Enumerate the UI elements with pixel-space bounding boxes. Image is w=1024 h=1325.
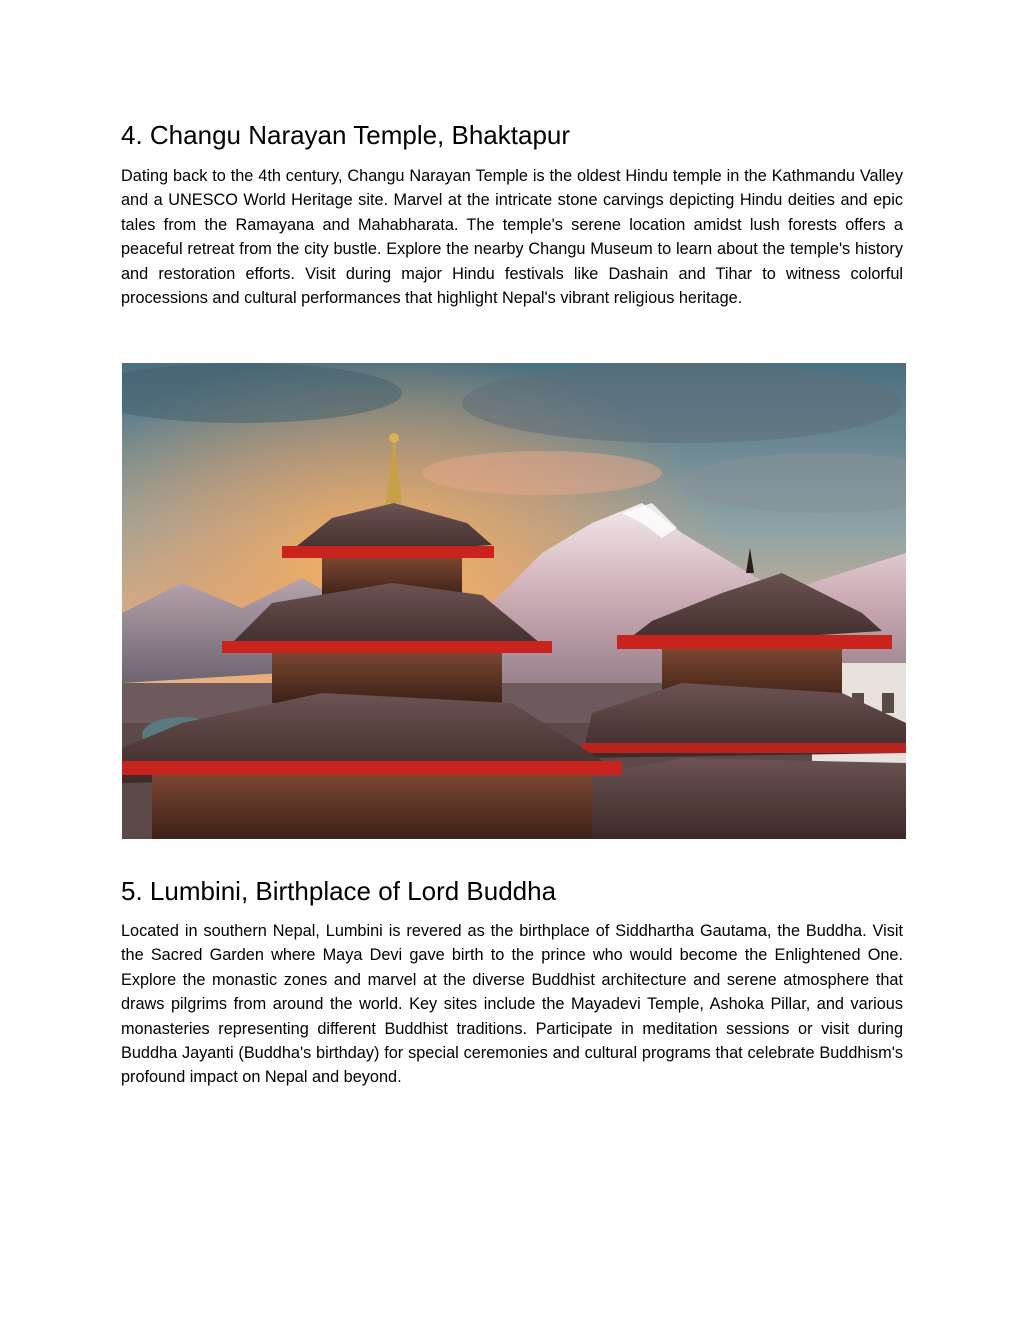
section-body-lumbini: Located in southern Nepal, Lumbini is revered as the birthplace of Siddhartha Gautama, the Buddha. Visit the Sacred Garden where Maya Devi gave birth to the prince who would become the Enlightened One. Explore the monastic zones and marvel at the diverse Buddhist architecture and serene atmosphere that draws pilgrims from around the world. Key sites include the Mayadevi Temple, Ashoka Pillar, and various monasteries representing different Buddhist traditions. Participate in meditation sessions or visit during Buddha Jayanti (Buddha's birthday) for special ceremonies and cultural programs that celebrate Buddhism's profound impact on Nepal and beyond. xyxy=(121,922,903,1087)
temple-photo xyxy=(122,363,906,839)
section-body-changu-narayan: Dating back to the 4th century, Changu Narayan Temple is the oldest Hindu temple in the Kathmandu Valley and a UNESCO World Heritage site. Marvel at the intricate stone carvings depicting Hindu deities and epic tales from the Ramayana and Mahabharata. The temple's serene location amidst lush forests offers a peaceful retreat from the city bustle. Explore the nearby Changu Museum to learn about the temple's history and restoration efforts. Visit during major Hindu festivals like Dashain and Tihar to witness colorful processions and cultural performances that highlight Nepal's vibrant religious heritage. xyxy=(121,167,903,308)
section-heading-changu-narayan: 4. Changu Narayan Temple, Bhaktapur xyxy=(121,120,571,150)
section-heading-lumbini: 5. Lumbini, Birthplace of Lord Buddha xyxy=(121,876,557,906)
